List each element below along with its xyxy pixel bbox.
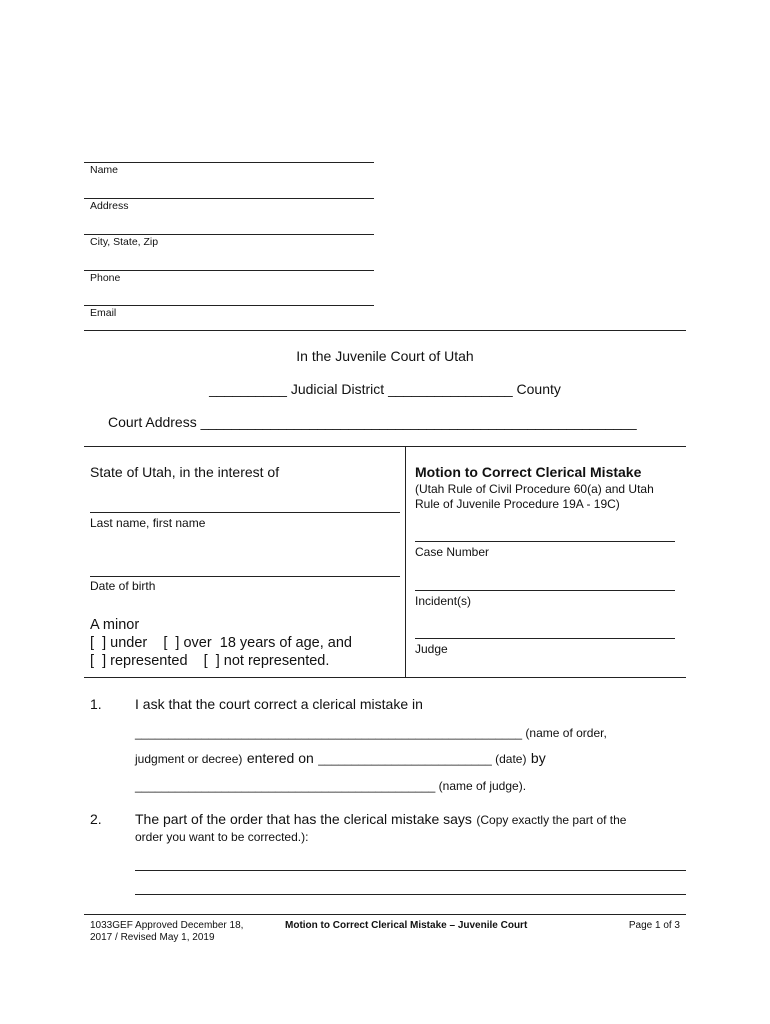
item2-text-line [135,811,626,829]
footer-form-id-line2: 2017 / Revised May 1, 2019 [90,932,215,943]
dob-label: Date of birth [90,579,156,593]
motion-rule-line1: (Utah Rule of Civil Procedure 60(a) and Utah [415,482,654,496]
incident-line[interactable] [415,590,675,591]
case-number-label: Case Number [415,545,490,559]
item2-text: The part of the order that has the clerical mistake says [135,811,472,827]
item1-judge-line[interactable]: _____________________________________________ (name of judge). [135,779,527,793]
motion-title: Motion to Correct Clerical Mistake [415,464,642,480]
filer-name-line[interactable] [84,162,374,163]
caption-vertical-divider [405,446,406,678]
incident-label: Incident(s) [415,594,472,608]
motion-rule-line2: Rule of Juvenile Procedure 19A - 19C) [415,497,620,511]
case-number-line[interactable] [415,541,675,542]
item2-answer-line-2[interactable] [135,894,686,895]
judge-line[interactable] [415,638,675,639]
item2-answer-line-1[interactable] [135,870,686,871]
minor-title: A minor [90,617,140,633]
item1-text: I ask that the court correct a clerical mistake in [135,696,423,712]
court-title: In the Juvenile Court of Utah [296,348,474,364]
party-heading: State of Utah, in the interest of [90,464,280,480]
footer-divider [84,914,686,915]
caption-top-divider [84,446,686,447]
item1-entered-on-text: entered on [246,750,314,766]
filer-name-label: Name [90,164,119,176]
header-divider [84,330,686,331]
item1-number: 1. [90,696,102,712]
filer-phone-line[interactable] [84,270,374,271]
caption-bottom-divider [84,677,686,678]
filer-address-label: Address [90,200,129,212]
item2-note-line2: order you want to be corrected.): [135,830,309,844]
filer-phone-label: Phone [90,272,121,284]
item1-judgment-text: judgment or decree) [135,752,243,766]
court-address-line[interactable]: Court Address ________________________________________________________ [108,414,637,430]
item1-order-line[interactable]: __________________________________________________________ (name of order, [135,726,607,740]
court-district-line[interactable]: __________ Judicial District ________________ County [209,381,561,397]
footer-form-id-line1: 1033GEF Approved December 18, [90,920,244,931]
filer-email-label: Email [90,307,117,319]
footer-page-number: Page 1 of 3 [628,920,680,931]
item1-date-field[interactable]: __________________________ (date) [318,752,527,766]
filer-email-line[interactable] [84,305,374,306]
minor-representation-checkboxes[interactable]: [ ] represented [ ] not represented. [90,653,330,669]
item2-note: (Copy exactly the part of the [476,813,627,827]
item1-by-text: by [530,750,546,766]
judge-label: Judge [415,642,448,656]
filer-address-line[interactable] [84,198,374,199]
filer-city-line[interactable] [84,234,374,235]
item2-number: 2. [90,811,102,827]
footer-form-title: Motion to Correct Clerical Mistake – Juvenile Court [285,920,528,931]
item1-date-line[interactable] [135,750,546,768]
dob-line[interactable] [90,576,400,577]
party-name-label: Last name, first name [90,516,206,530]
party-name-line[interactable] [90,512,400,513]
minor-age-checkboxes[interactable]: [ ] under [ ] over 18 years of age, and [90,635,352,651]
filer-city-label: City, State, Zip [90,236,159,248]
